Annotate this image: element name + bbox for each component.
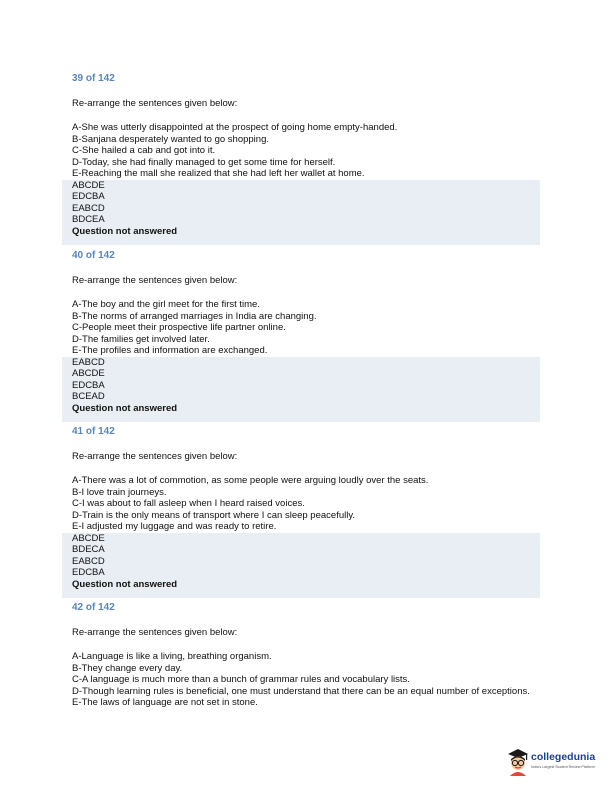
graduate-mascot-icon (506, 748, 530, 776)
question-number: 39 of 142 (72, 73, 115, 84)
sentence-list (62, 475, 540, 533)
sentence: D-The families get involved later. (72, 333, 210, 345)
question-block (62, 425, 540, 598)
option: EDCBA (72, 191, 105, 202)
sentence: E-The laws of language are not set in stone. (72, 697, 258, 708)
sentence: D-Today, she had finally managed to get some time for herself. (72, 156, 336, 168)
sentence: A-She was utterly disappointed at the prospect of going home empty-handed. (72, 122, 398, 133)
option: EABCD (72, 555, 105, 567)
question-prompt: Re-arrange the sentences given below: (72, 275, 238, 286)
sentence: E-I adjusted my luggage and was ready to retire. (72, 521, 277, 532)
sentence-list (62, 299, 540, 357)
question-prompt: Re-arrange the sentences given below: (72, 451, 238, 462)
sentence: B-Sanjana desperately wanted to go shopping. (72, 133, 269, 145)
sentence: D-Though learning rules is beneficial, one must understand that there can be an equal number of exceptions. (72, 685, 530, 697)
option: EDCBA (72, 379, 105, 391)
sentence: D-Train is the only means of transport where I can sleep peacefully. (72, 509, 356, 521)
question-number: 40 of 142 (72, 250, 115, 261)
answer-status: Question not answered (72, 225, 178, 237)
question-number: 41 of 142 (72, 426, 115, 437)
sentence: C-People meet their prospective life partner online. (72, 322, 286, 333)
option: ABCDE (72, 368, 105, 379)
option: BDECA (72, 544, 105, 555)
sentence: C-She hailed a cab and got into it. (72, 145, 216, 156)
sentence-list (62, 122, 540, 180)
question-prompt: Re-arrange the sentences given below: (72, 627, 238, 638)
answer-area (62, 533, 540, 599)
option: ABCDE (72, 532, 105, 544)
answer-area (62, 357, 540, 423)
option: ABCDE (72, 179, 105, 191)
sentence: B-They change every day. (72, 662, 183, 674)
option: BCEAD (72, 391, 105, 402)
question-block (62, 249, 540, 422)
option: EABCD (72, 356, 105, 368)
answer-area (62, 180, 540, 246)
logo-tagline: India's Largest Student Review Platform (531, 765, 595, 769)
question-number: 42 of 142 (72, 602, 115, 613)
sentence-list (62, 651, 540, 709)
answer-status: Question not answered (72, 402, 178, 414)
sentence: A-Language is like a living, breathing organism. (72, 651, 272, 662)
sentence: A-The boy and the girl meet for the first time. (72, 299, 260, 310)
question-block (62, 601, 540, 709)
question-block (62, 72, 540, 245)
sentence: E-The profiles and information are exchanged. (72, 345, 268, 356)
sentence: B-The norms of arranged marriages in India are changing. (72, 310, 317, 322)
logo-wordmark: collegedunia (531, 751, 596, 763)
sentence: B-I love train journeys. (72, 486, 167, 498)
sentence: E-Reaching the mall she realized that she had left her wallet at home. (72, 168, 365, 179)
collegedunia-logo (506, 748, 606, 776)
option: EDCBA (72, 567, 105, 578)
option: BDCEA (72, 214, 105, 225)
question-prompt: Re-arrange the sentences given below: (72, 98, 238, 109)
sentence: A-There was a lot of commotion, as some people were arguing loudly over the seats. (72, 475, 429, 486)
sentence: C-A language is much more than a bunch of grammar rules and vocabulary lists. (72, 674, 410, 685)
sentence: C-I was about to fall asleep when I heard raised voices. (72, 498, 305, 509)
option: EABCD (72, 202, 105, 214)
answer-status: Question not answered (72, 578, 178, 590)
